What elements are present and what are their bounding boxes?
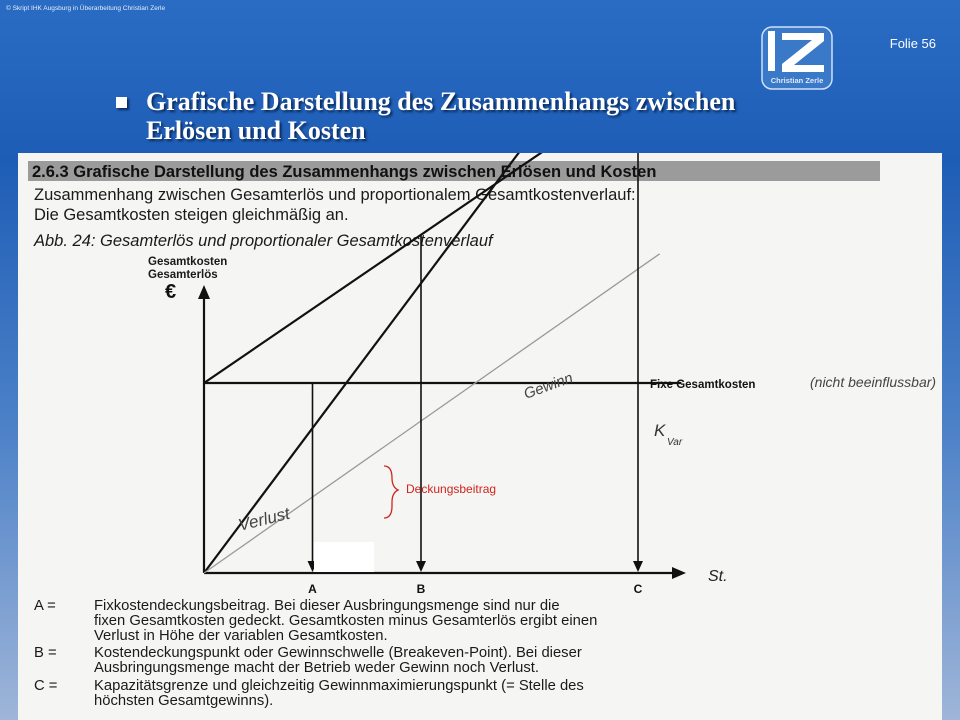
legend-row-c	[34, 678, 584, 709]
legend-row-a	[34, 598, 598, 644]
y-axis-label-2: Gesamterlös	[148, 269, 218, 281]
deckungsbeitrag-brace	[384, 466, 398, 518]
section-heading: 2.6.3 Grafische Darstellung des Zusammenhangs zwischen Erlösen und Kosten	[32, 163, 657, 181]
slide-title	[118, 87, 918, 145]
legend-row-b	[34, 645, 582, 676]
deckungsbeitrag-label: Deckungsbeitrag	[406, 482, 497, 496]
title-line-1: Grafische Darstellung des Zusammenhangs zwischen	[146, 87, 736, 116]
legend-key: A =	[34, 598, 56, 614]
author-logo	[760, 25, 834, 91]
legend-line: Fixkostendeckungsbeitrag. Bei dieser Ausbringungsmenge sind nur die	[94, 598, 560, 614]
drop-arrow-b	[416, 561, 426, 572]
series-label-fixed-cost: Fixe Gesamtkosten	[650, 379, 756, 391]
series-label-variable-cost-sub: Var	[667, 437, 683, 448]
bullet-icon	[116, 97, 127, 108]
legend-line: fixen Gesamtkosten gedeckt. Gesamtkosten minus Gesamterlös ergibt einen	[94, 613, 598, 629]
breakeven-chart	[18, 153, 942, 593]
y-unit-symbol: €	[165, 281, 177, 303]
tick-b: B	[416, 582, 426, 593]
legend-line: Kostendeckungspunkt oder Gewinnschwelle (Breakeven-Point). Bei dieser	[94, 645, 582, 661]
legend-key: B =	[34, 645, 57, 661]
legend-line: Verlust in Höhe der variablen Gesamtkosten.	[94, 628, 388, 644]
slide-number: Folie 56	[889, 36, 936, 51]
copyright-note: © Skript IHK Augsburg in Überarbeitung Christian Zerle	[6, 5, 166, 12]
legend-line: Kapazitätsgrenze und gleichzeitig Gewinnmaximierungspunkt (= Stelle des	[94, 678, 584, 694]
annotation-fixed-cost: (nicht beeinflussbar)	[810, 374, 937, 390]
series-label-variable-cost: K	[654, 421, 666, 440]
overlay-box	[314, 542, 374, 572]
tick-a: A	[308, 582, 317, 593]
y-axis-arrow	[198, 285, 210, 299]
legend-line: Ausbringungsmenge macht der Betrieb weder Gewinn noch Verlust.	[94, 660, 539, 676]
intro-line-2: Die Gesamtkosten steigen gleichmäßig an.	[34, 206, 349, 224]
logo-text: Christian Zerle	[770, 76, 824, 85]
figure-caption: Abb. 24: Gesamterlös und proportionaler Gesamtkostenverlauf	[34, 232, 493, 250]
scanned-page	[18, 153, 942, 720]
x-axis-arrow	[672, 567, 686, 579]
intro-line-1: Zusammenhang zwischen Gesamterlös und proportionalem Gesamtkostenverlauf:	[34, 186, 636, 204]
legend-line: höchsten Gesamtgewinns).	[94, 693, 274, 709]
drop-arrow-c	[633, 561, 643, 572]
legend-key: C =	[34, 678, 58, 694]
tick-c: C	[633, 582, 643, 593]
x-axis-label: St.	[708, 568, 728, 585]
handwritten-verlust: Verlust	[236, 503, 292, 535]
y-axis-label-1: Gesamtkosten	[148, 256, 228, 268]
handwritten-gewinn: Gewinn	[521, 369, 576, 403]
title-line-2: Erlösen und Kosten	[146, 116, 366, 145]
